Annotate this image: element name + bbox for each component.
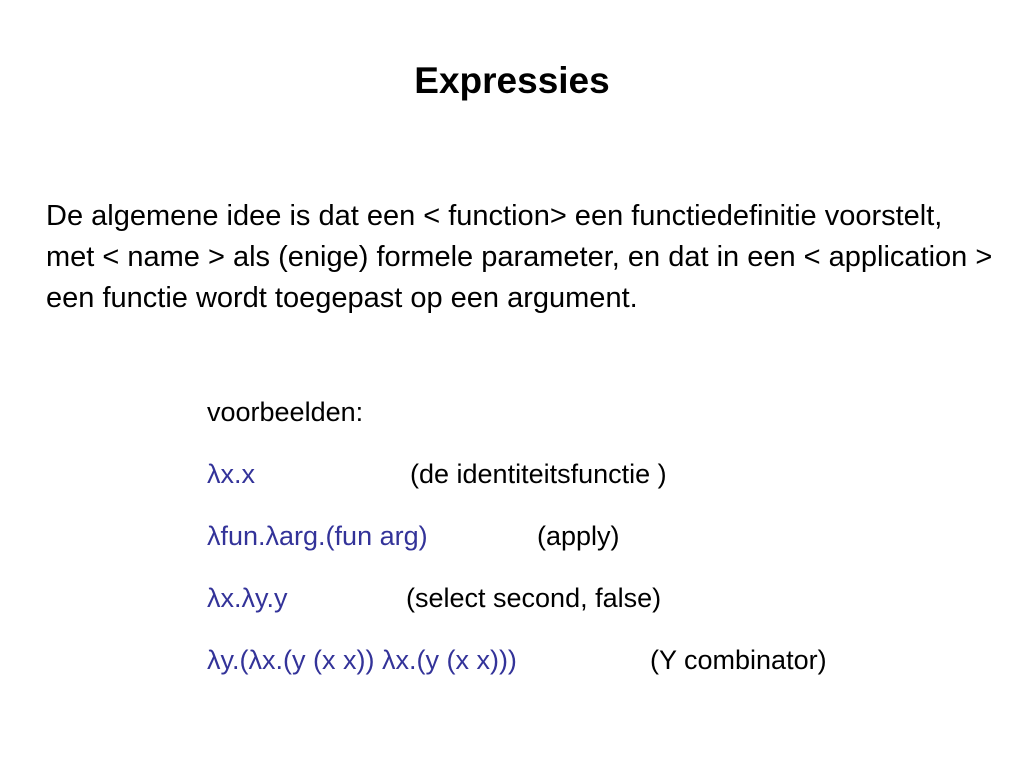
- example-expression: λfun.λarg.(fun arg): [207, 521, 428, 551]
- example-description: (Y combinator): [650, 645, 827, 675]
- example-description: (apply): [537, 521, 620, 551]
- example-expression: λx.x: [207, 459, 256, 489]
- example-description: (select second, false): [406, 583, 662, 613]
- body-paragraph: De algemene idee is dat een < function> een functiedefinitie voorstelt, met < name > als (enige) formele parameter, en dat in een < application > een functie wordt toegepast op een argument.: [46, 200, 993, 314]
- example-expression: λx.λy.y: [207, 583, 288, 613]
- example-description: (de identiteitsfunctie ): [410, 459, 667, 489]
- slide-title: Expressies: [414, 60, 610, 101]
- examples-label: voorbeelden:: [207, 397, 364, 427]
- example-expression: λy.(λx.(y (x x)) λx.(y (x x))): [207, 645, 517, 675]
